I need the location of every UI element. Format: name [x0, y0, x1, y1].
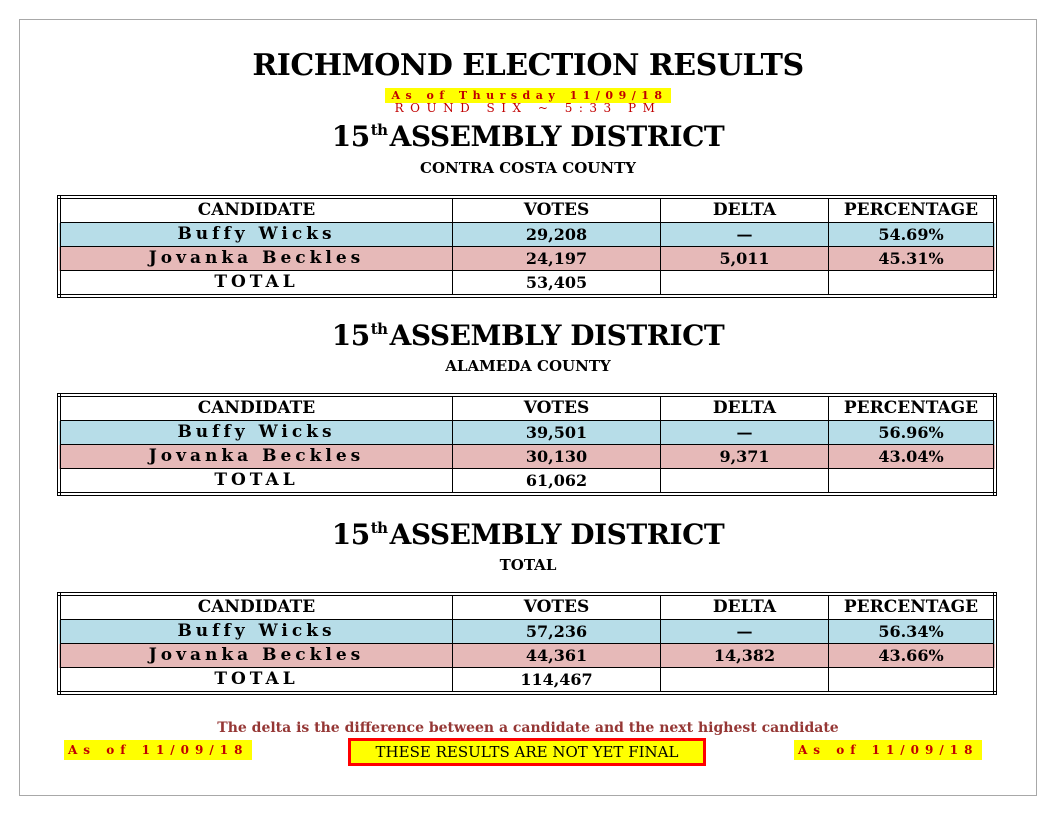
district-heading — [0, 120, 1056, 153]
candidate-name: Buffy Wicks — [59, 223, 453, 247]
total-label: TOTAL — [59, 271, 453, 297]
table-row — [59, 445, 995, 469]
district-name: ASSEMBLY DISTRICT — [389, 120, 725, 153]
percentage-cell: 56.96% — [829, 421, 996, 445]
header-candidate: CANDIDATE — [59, 395, 453, 421]
delta-cell: — — [661, 620, 829, 644]
candidate-name: Jovanka Beckles — [59, 247, 453, 271]
delta-cell: 5,011 — [661, 247, 829, 271]
county-label: TOTAL — [499, 556, 557, 574]
header-percentage: PERCENTAGE — [829, 395, 996, 421]
percentage-cell: 54.69% — [829, 223, 996, 247]
header-delta: DELTA — [661, 395, 829, 421]
percentage-cell: 56.34% — [829, 620, 996, 644]
candidate-name: Jovanka Beckles — [59, 644, 453, 668]
empty-cell — [829, 469, 996, 495]
county-label: ALAMEDA COUNTY — [445, 357, 611, 375]
results-table — [57, 195, 997, 298]
header-percentage: PERCENTAGE — [829, 197, 996, 223]
candidate-name: Jovanka Beckles — [59, 445, 453, 469]
table-row — [59, 644, 995, 668]
header-row — [59, 395, 995, 421]
empty-cell — [829, 668, 996, 694]
votes-cell: 30,130 — [453, 445, 661, 469]
delta-cell: — — [661, 223, 829, 247]
votes-cell: 44,361 — [453, 644, 661, 668]
percentage-cell: 43.04% — [829, 445, 996, 469]
footer-as-of-right: As of 11/09/18 — [794, 740, 982, 760]
district-suffix: th — [370, 121, 388, 139]
total-row — [59, 469, 995, 495]
total-votes: 114,467 — [453, 668, 661, 694]
header-candidate: CANDIDATE — [59, 594, 453, 620]
as-of-date: As of Thursday 11/09/18 — [385, 88, 670, 103]
votes-cell: 57,236 — [453, 620, 661, 644]
footer-as-of-left: As of 11/09/18 — [64, 740, 252, 760]
percentage-cell: 45.31% — [829, 247, 996, 271]
district-number: 15 — [331, 120, 370, 153]
page-title: RICHMOND ELECTION RESULTS — [252, 48, 804, 83]
header-votes: VOTES — [453, 197, 661, 223]
district-suffix: th — [370, 519, 388, 537]
header-delta: DELTA — [661, 197, 829, 223]
header-votes: VOTES — [453, 594, 661, 620]
delta-cell: — — [661, 421, 829, 445]
delta-cell: 9,371 — [661, 445, 829, 469]
candidate-name: Buffy Wicks — [59, 620, 453, 644]
county-label: CONTRA COSTA COUNTY — [420, 159, 636, 177]
results-table — [57, 393, 997, 496]
table-row — [59, 247, 995, 271]
header-votes: VOTES — [453, 395, 661, 421]
header-percentage: PERCENTAGE — [829, 594, 996, 620]
table-row — [59, 223, 995, 247]
header-delta: DELTA — [661, 594, 829, 620]
total-label: TOTAL — [59, 668, 453, 694]
delta-cell: 14,382 — [661, 644, 829, 668]
district-heading — [0, 319, 1056, 352]
district-heading — [0, 518, 1056, 551]
empty-cell — [661, 668, 829, 694]
table-row — [59, 620, 995, 644]
round-line: ROUND SIX ~ 5:33 PM — [394, 101, 662, 115]
votes-cell: 24,197 — [453, 247, 661, 271]
total-row — [59, 668, 995, 694]
not-final-banner: THESE RESULTS ARE NOT YET FINAL — [348, 738, 706, 766]
candidate-name: Buffy Wicks — [59, 421, 453, 445]
empty-cell — [829, 271, 996, 297]
header-row — [59, 197, 995, 223]
district-suffix: th — [370, 320, 388, 338]
header-row — [59, 594, 995, 620]
votes-cell: 39,501 — [453, 421, 661, 445]
votes-cell: 29,208 — [453, 223, 661, 247]
percentage-cell: 43.66% — [829, 644, 996, 668]
total-row — [59, 271, 995, 297]
total-votes: 61,062 — [453, 469, 661, 495]
delta-footnote: The delta is the difference between a candidate and the next highest candidate — [217, 720, 839, 736]
empty-cell — [661, 469, 829, 495]
district-name: ASSEMBLY DISTRICT — [389, 518, 725, 551]
empty-cell — [661, 271, 829, 297]
header-candidate: CANDIDATE — [59, 197, 453, 223]
district-name: ASSEMBLY DISTRICT — [389, 319, 725, 352]
district-number: 15 — [331, 518, 370, 551]
results-table — [57, 592, 997, 695]
total-label: TOTAL — [59, 469, 453, 495]
total-votes: 53,405 — [453, 271, 661, 297]
table-row — [59, 421, 995, 445]
district-number: 15 — [331, 319, 370, 352]
